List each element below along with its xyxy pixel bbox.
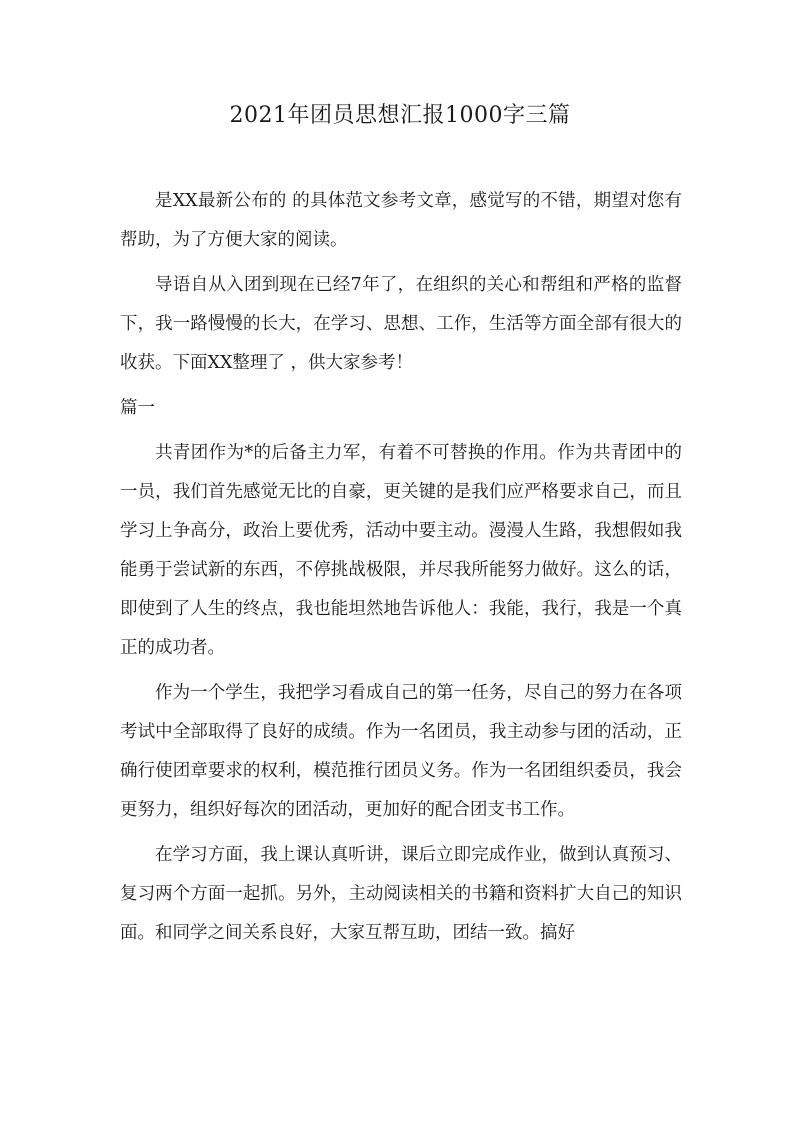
section-heading: 篇一 xyxy=(120,398,155,418)
body-paragraph: 共青团作为*的后备主力军，有着不可替换的作用。作为共青团中的一员，我们首先感觉无比的自豪，更关键的是我们应严格要求自己，而且学习上争高分，政治上要优秀，活动中要主动。漫漫人生路，我想假如我能勇于尝试新的东西，不停挑战极限，并尽我所能努力做好。这么的话，即使到了人生的终点，我也能坦然地告诉他人：我能，我行，我是一个真正的成功者。 xyxy=(120,443,682,658)
lead-paragraph: 导语自从入团到现在已经7年了，在组织的关心和帮组和严格的监督下，我一路慢慢的长大，在学习、思想、工作，生活等方面全部有很大的收获。下面XX整理了 ，供大家参考！ xyxy=(120,275,682,373)
intro-paragraph: 是XX最新公布的 的具体范文参考文章，感觉写的不错，期望对您有帮助，为了方便大家的阅读。 xyxy=(120,191,682,250)
body-paragraph: 作为一个学生，我把学习看成自己的第一任务，尽自己的努力在各项考试中全部取得了良好的成绩。作为一名团员，我主动参与团的活动，正确行使团章要求的权利，模范推行团员义务。作为一名团组织委员，我会更努力，组织好每次的团活动，更加好的配合团支书工作。 xyxy=(120,683,682,820)
document-body xyxy=(120,182,682,959)
body-paragraph: 在学习方面，我上课认真听讲，课后立即完成作业，做到认真预习、复习两个方面一起抓。另外，主动阅读相关的书籍和资料扩大自己的知识面。和同学之间关系良好，大家互帮互助，团结一致。搞好 xyxy=(120,845,682,943)
document-title: 2021年团员思想汇报1000字三篇 xyxy=(229,103,571,128)
